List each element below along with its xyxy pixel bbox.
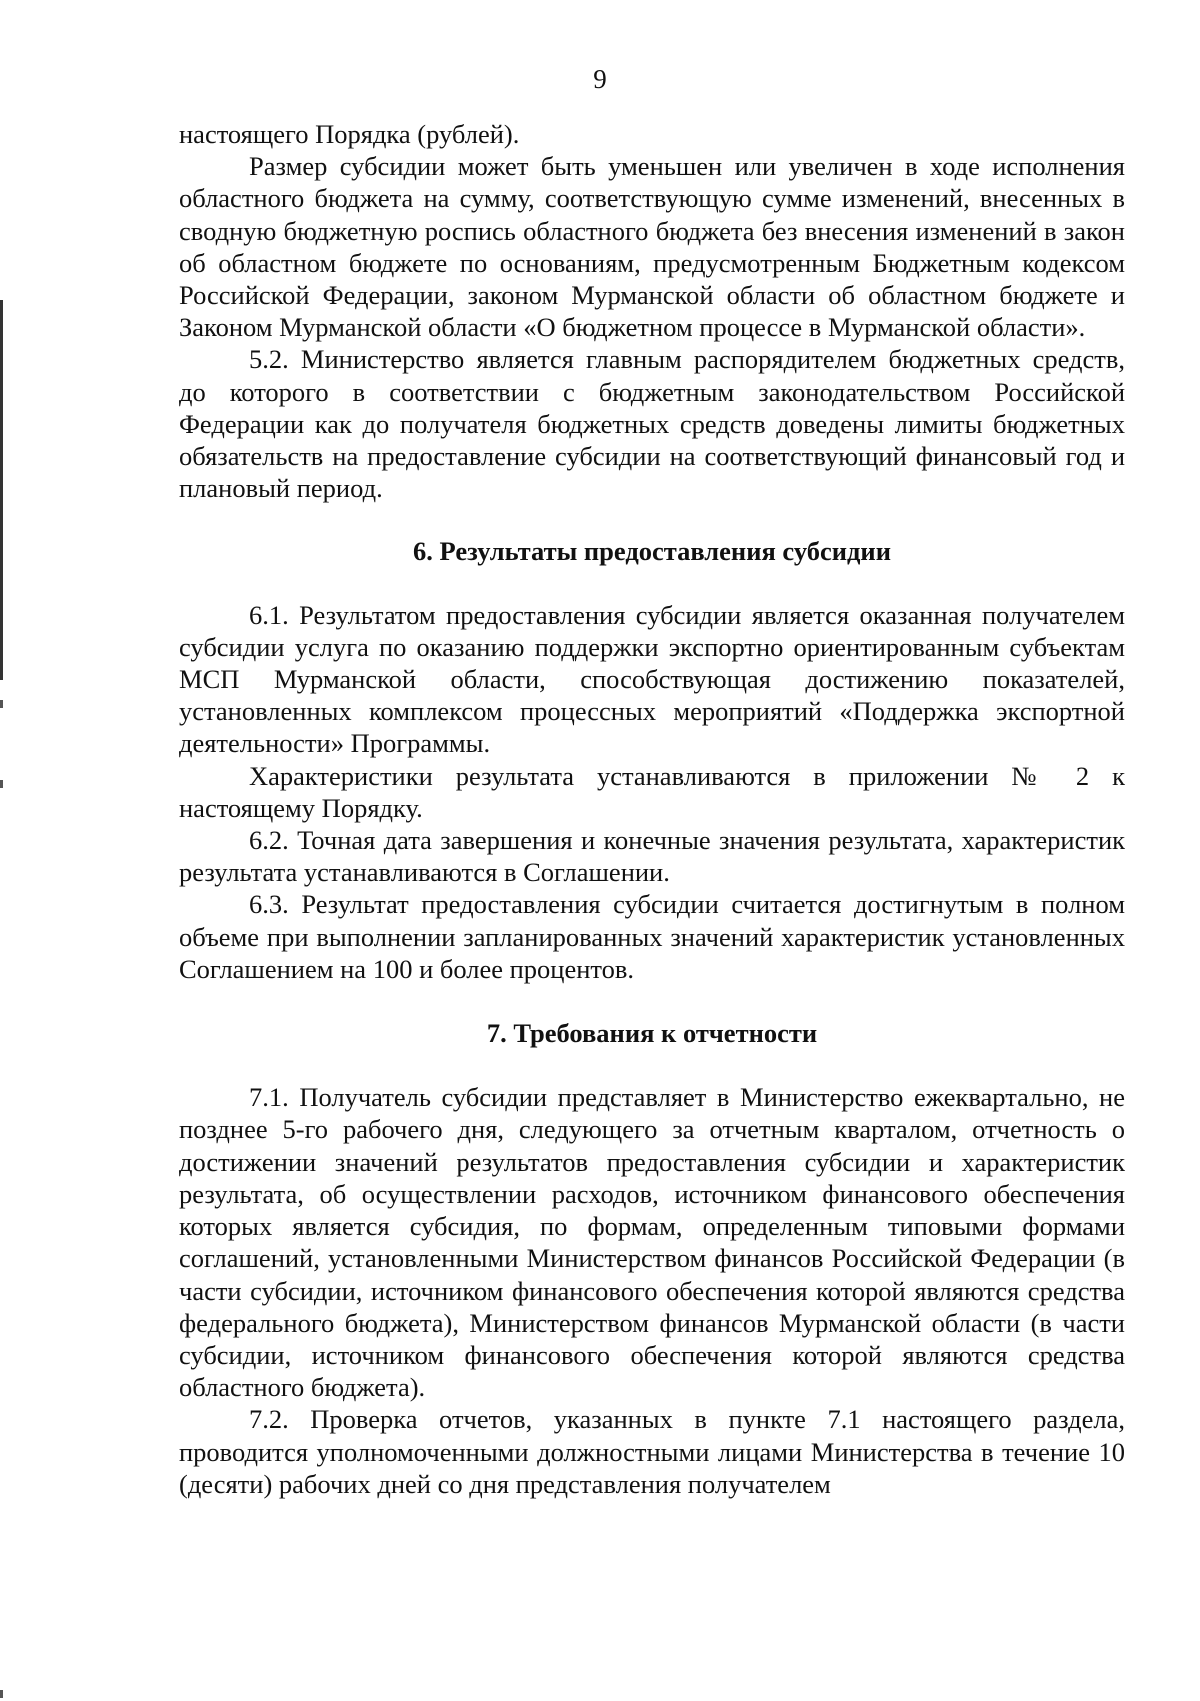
paragraph-6-3: 6.3. Результат предоставления субсидии считается достигнутым в полном объеме при выполнении запланированных значений характеристик установленных Соглашением на 100 и более процентов. [179,889,1125,984]
section-heading-7: 7. Требования к отчетности [486,1018,818,1049]
paragraph-7-2: 7.2. Проверка отчетов, указанных в пункте 7.1 настоящего раздела, проводится уполномоченными должностными лицами Министерства в течение 10 (десяти) рабочих дней со дня представления получателем [179,1404,1125,1499]
paragraph-6-2: 6.2. Точная дата завершения и конечные значения результата, характеристик результата устанавливаются в Соглашении. [179,825,1125,888]
paragraph-7-1: 7.1. Получатель субсидии представляет в Министерство ежеквартально, не позднее 5-го рабочего дня, следующего за отчетным кварталом, отчетность о достижении значений результатов предоставления субсидии и характеристик результата, об осуществлении расходов, источником финансового обеспечения которых является субсидия, по формам, определенным типовыми формами соглашений, установленными Министерством финансов Российской Федерации (в части субсидии, источником финансового обеспечения которой являются средства федерального бюджета), Министерством финансов Мурманской области (в части субсидии, источником финансового обеспечения которой являются средства областного бюджета). [179,1082,1125,1403]
scan-edge-mark [0,700,3,708]
scan-edge-line [0,300,3,680]
paragraph-continuation: настоящего Порядка (рублей). [179,119,520,149]
paragraph-6-1: 6.1. Результатом предоставления субсидии является оказанная получателем субсидии услуга по оказанию поддержки экспортно ориентированным субъектам МСП Мурманской области, способствующая достижению показателей, установленных комплексом процессных мероприятий «Поддержка экспортной деятельности» Программы. [179,599,1125,759]
scan-edge-mark [0,780,3,788]
paragraph-subsidy-size: Размер субсидии может быть уменьшен или увеличен в ходе исполнения областного бюджета на сумму, соответствующую сумме изменений, внесенных в сводную бюджетную роспись областного бюджета без внесения изменений в закон об областном бюджете по основаниям, предусмотренным Бюджетным кодексом Российской Федерации, законом Мурманской области об областном бюджете и Законом Мурманской области «О бюджетном процессе в Мурманской области». [179,151,1125,343]
scan-edge-mark [0,1690,3,1698]
paragraph-5-2: 5.2. Министерство является главным распорядителем бюджетных средств, до которого в соответствии с бюджетным законодательством Российской Федерации как до получателя бюджетных средств доведены лимиты бюджетных обязательств на предоставление субсидии на соответствующий финансовый год и плановый период. [179,344,1125,504]
section-heading-6: 6. Результаты предоставления субсидии [413,536,891,567]
page-number: 9 [593,64,607,94]
paragraph-6-1-characteristics: Характеристики результата устанавливаются в приложении № 2 к настоящему Порядку. [179,760,1125,823]
document-body [179,118,1125,1500]
